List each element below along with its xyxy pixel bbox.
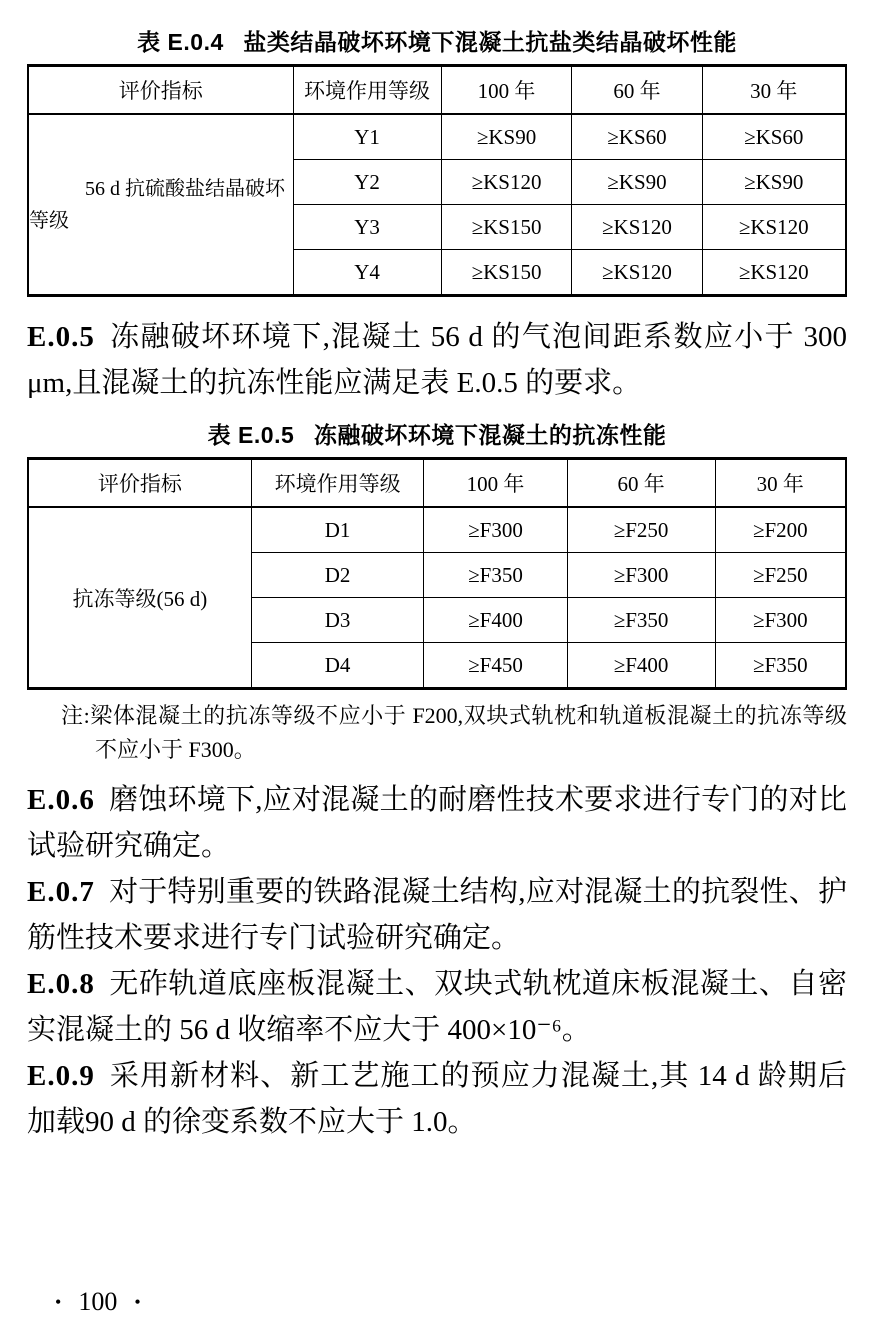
footer-right-dot: • xyxy=(134,1291,141,1312)
page-number: 100 xyxy=(78,1287,118,1316)
table-cell: D3 xyxy=(251,598,424,643)
table-cell: ≥F350 xyxy=(424,553,567,598)
column-header: 环境作用等级 xyxy=(293,66,441,115)
table-e05-note xyxy=(61,699,847,767)
paragraph-e09 xyxy=(27,1053,847,1145)
table-e04-title-text: 盐类结晶破坏环境下混凝土抗盐类结晶破坏性能 xyxy=(243,29,737,55)
column-header: 30 年 xyxy=(715,459,846,508)
table-cell: ≥KS120 xyxy=(702,205,846,250)
salt-crystallization-table xyxy=(27,64,847,297)
table-e05-title-label: 表 E.0.5 xyxy=(207,422,295,448)
table-cell: ≥KS90 xyxy=(441,114,572,160)
clause-text: 冻融破坏环境下,混凝土 56 d 的气泡间距系数应小于 300 μm,且混凝土的抗冻性能应满足表 E.0.5 的要求。 xyxy=(27,321,847,399)
table-e05-title xyxy=(27,420,847,450)
table-cell: Y3 xyxy=(293,205,441,250)
column-header: 60 年 xyxy=(567,459,715,508)
clause-number: E.0.7 xyxy=(27,876,95,908)
clause-number: E.0.5 xyxy=(27,321,95,353)
table-cell: ≥KS90 xyxy=(702,160,846,205)
table-cell: ≥KS120 xyxy=(572,205,702,250)
table-cell: D1 xyxy=(251,507,424,553)
column-header: 60 年 xyxy=(572,66,702,115)
table-header-row xyxy=(28,66,846,115)
table-cell: ≥KS120 xyxy=(441,160,572,205)
table-cell: Y4 xyxy=(293,250,441,296)
table-cell: ≥F350 xyxy=(567,598,715,643)
table-cell: D4 xyxy=(251,643,424,689)
table-cell: ≥F300 xyxy=(715,598,846,643)
table-cell: ≥F300 xyxy=(567,553,715,598)
paragraph-e07 xyxy=(27,869,847,961)
clause-number: E.0.6 xyxy=(27,784,95,816)
clause-text: 对于特别重要的铁路混凝土结构,应对混凝土的抗裂性、护筋性技术要求进行专门试验研究确定。 xyxy=(27,876,847,954)
table-cell: ≥KS150 xyxy=(441,205,572,250)
paragraph-e06 xyxy=(27,777,847,869)
table-row xyxy=(28,114,846,160)
table-cell: ≥F250 xyxy=(715,553,846,598)
table-cell: ≥KS120 xyxy=(572,250,702,296)
table-e04-title xyxy=(27,27,847,57)
page-footer xyxy=(55,1287,141,1317)
column-header: 评价指标 xyxy=(28,66,293,115)
footer-left-dot: • xyxy=(55,1291,62,1312)
table-row xyxy=(28,507,846,553)
clause-text: 无砟轨道底座板混凝土、双块式轨枕道床板混凝土、自密实混凝土的 56 d 收缩率不应大于 400×10⁻⁶。 xyxy=(27,968,847,1046)
table-cell: Y1 xyxy=(293,114,441,160)
column-header: 100 年 xyxy=(441,66,572,115)
clause-number: E.0.8 xyxy=(27,968,95,1000)
table-cell: ≥F250 xyxy=(567,507,715,553)
table-cell: ≥F200 xyxy=(715,507,846,553)
column-header: 环境作用等级 xyxy=(251,459,424,508)
clause-text: 磨蚀环境下,应对混凝土的耐磨性技术要求进行专门的对比试验研究确定。 xyxy=(27,784,847,862)
table-cell: ≥F450 xyxy=(424,643,567,689)
column-header: 100 年 xyxy=(424,459,567,508)
table-cell: ≥KS90 xyxy=(572,160,702,205)
table-cell: ≥KS120 xyxy=(702,250,846,296)
paragraph-e08 xyxy=(27,961,847,1053)
note-text: 梁体混凝土的抗冻等级不应小于 F200,双块式轨枕和轨道板混凝土的抗冻等级不应小于 F300。 xyxy=(89,703,847,762)
clauses-block xyxy=(27,777,847,1145)
table-cell: ≥KS150 xyxy=(441,250,572,296)
table-cell: Y2 xyxy=(293,160,441,205)
table-cell: D2 xyxy=(251,553,424,598)
table-e04-title-label: 表 E.0.4 xyxy=(137,29,224,55)
paragraph-e05 xyxy=(27,314,847,406)
row-group-label: 抗冻等级(56 d) xyxy=(28,507,251,689)
table-header-row xyxy=(28,459,846,508)
clause-text: 采用新材料、新工艺施工的预应力混凝土,其 14 d 龄期后加载90 d 的徐变系数不应大于 1.0。 xyxy=(27,1060,847,1138)
clause-number: E.0.9 xyxy=(27,1060,95,1092)
row-group-label: 56 d 抗硫酸盐结晶破坏等级 xyxy=(28,114,293,296)
table-e05-title-text: 冻融破坏环境下混凝土的抗冻性能 xyxy=(313,422,667,448)
note-label: 注: xyxy=(61,703,90,728)
table-cell: ≥KS60 xyxy=(572,114,702,160)
table-cell: ≥F300 xyxy=(424,507,567,553)
table-cell: ≥KS60 xyxy=(702,114,846,160)
table-cell: ≥F400 xyxy=(424,598,567,643)
frost-resistance-table xyxy=(27,457,847,690)
column-header: 30 年 xyxy=(702,66,846,115)
table-cell: ≥F400 xyxy=(567,643,715,689)
table-cell: ≥F350 xyxy=(715,643,846,689)
column-header: 评价指标 xyxy=(28,459,251,508)
